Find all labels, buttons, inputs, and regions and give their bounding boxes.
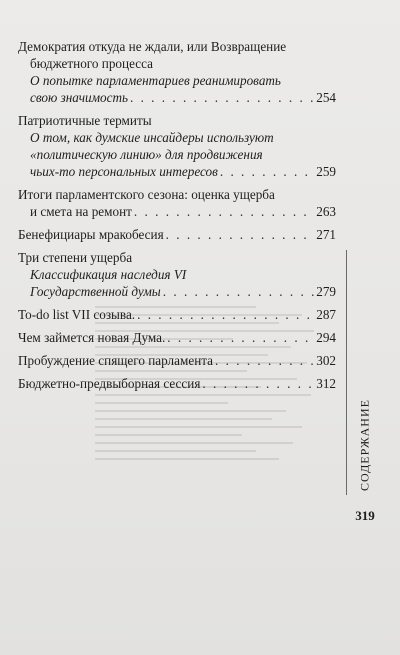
toc-page-number: 294 <box>316 330 336 345</box>
toc-entry-subtitle: свою значимость <box>30 90 128 105</box>
dot-leader <box>134 203 314 220</box>
toc-entry[interactable] <box>18 249 336 300</box>
toc-entry[interactable] <box>18 306 336 323</box>
dot-leader <box>130 89 314 106</box>
dot-leader <box>137 306 314 323</box>
toc-entry[interactable] <box>18 112 336 180</box>
toc-entry[interactable] <box>18 186 336 220</box>
toc-entry[interactable] <box>18 352 336 369</box>
toc-entry[interactable] <box>18 329 336 346</box>
section-title-text: СОДЕРЖАНИЕ <box>357 399 372 491</box>
toc-entry[interactable] <box>18 226 336 243</box>
dot-leader <box>163 283 314 300</box>
toc-entry-subtitle: чьих-то персональных интересов <box>30 164 218 179</box>
toc-page-number: 287 <box>316 307 336 322</box>
toc-page-number: 312 <box>316 376 336 391</box>
dot-leader <box>166 226 315 243</box>
toc-page-number: 279 <box>316 284 336 299</box>
dot-leader <box>220 163 314 180</box>
toc-entry-title: бюджетного процесса <box>30 56 153 71</box>
toc-entry[interactable] <box>18 38 336 106</box>
toc-entry-title: Итоги парламентского сезона: оценка ущерба <box>18 187 275 202</box>
dot-leader <box>215 352 314 369</box>
toc-entry-title: Бюджетно-предвыборная сессия <box>18 376 201 391</box>
toc-entry-title: To-do list VII созыва. <box>18 307 136 322</box>
toc-entry-subtitle: Классификация наследия VI <box>30 267 187 282</box>
toc-entry-subtitle: О попытке парламентариев реанимировать <box>30 73 281 88</box>
toc-entry-title: Чем займется новая Дума. <box>18 330 166 345</box>
toc-entry-title: Три степени ущерба <box>18 250 133 265</box>
toc-entry-title: Демократия откуда не ждали, или Возвращение <box>18 39 287 54</box>
toc-page-number: 259 <box>316 164 336 179</box>
toc-entry-title: и смета на ремонт <box>30 204 132 219</box>
dot-leader <box>202 375 314 392</box>
toc-page-number: 271 <box>316 227 336 242</box>
section-title <box>353 395 377 495</box>
toc-page-number: 263 <box>316 204 336 219</box>
toc-entry-title: Патриотичные термиты <box>18 113 152 128</box>
toc-entry-subtitle: «политическую линию» для продвижения <box>30 147 263 162</box>
toc-page-number: 302 <box>316 353 336 368</box>
toc-entry[interactable] <box>18 375 336 392</box>
page-number: 319 <box>355 508 375 523</box>
toc-entry-title: Пробуждение спящего парламента <box>18 353 214 368</box>
toc-page-number: 254 <box>316 90 336 105</box>
table-of-contents <box>18 38 336 398</box>
toc-entry-subtitle: Государственной думы <box>30 284 161 299</box>
vertical-rule <box>346 250 347 495</box>
toc-entry-title: Бенефициары мракобесия <box>18 227 164 242</box>
toc-entry-subtitle: О том, как думские инсайдеры используют <box>30 130 274 145</box>
dot-leader <box>167 329 314 346</box>
